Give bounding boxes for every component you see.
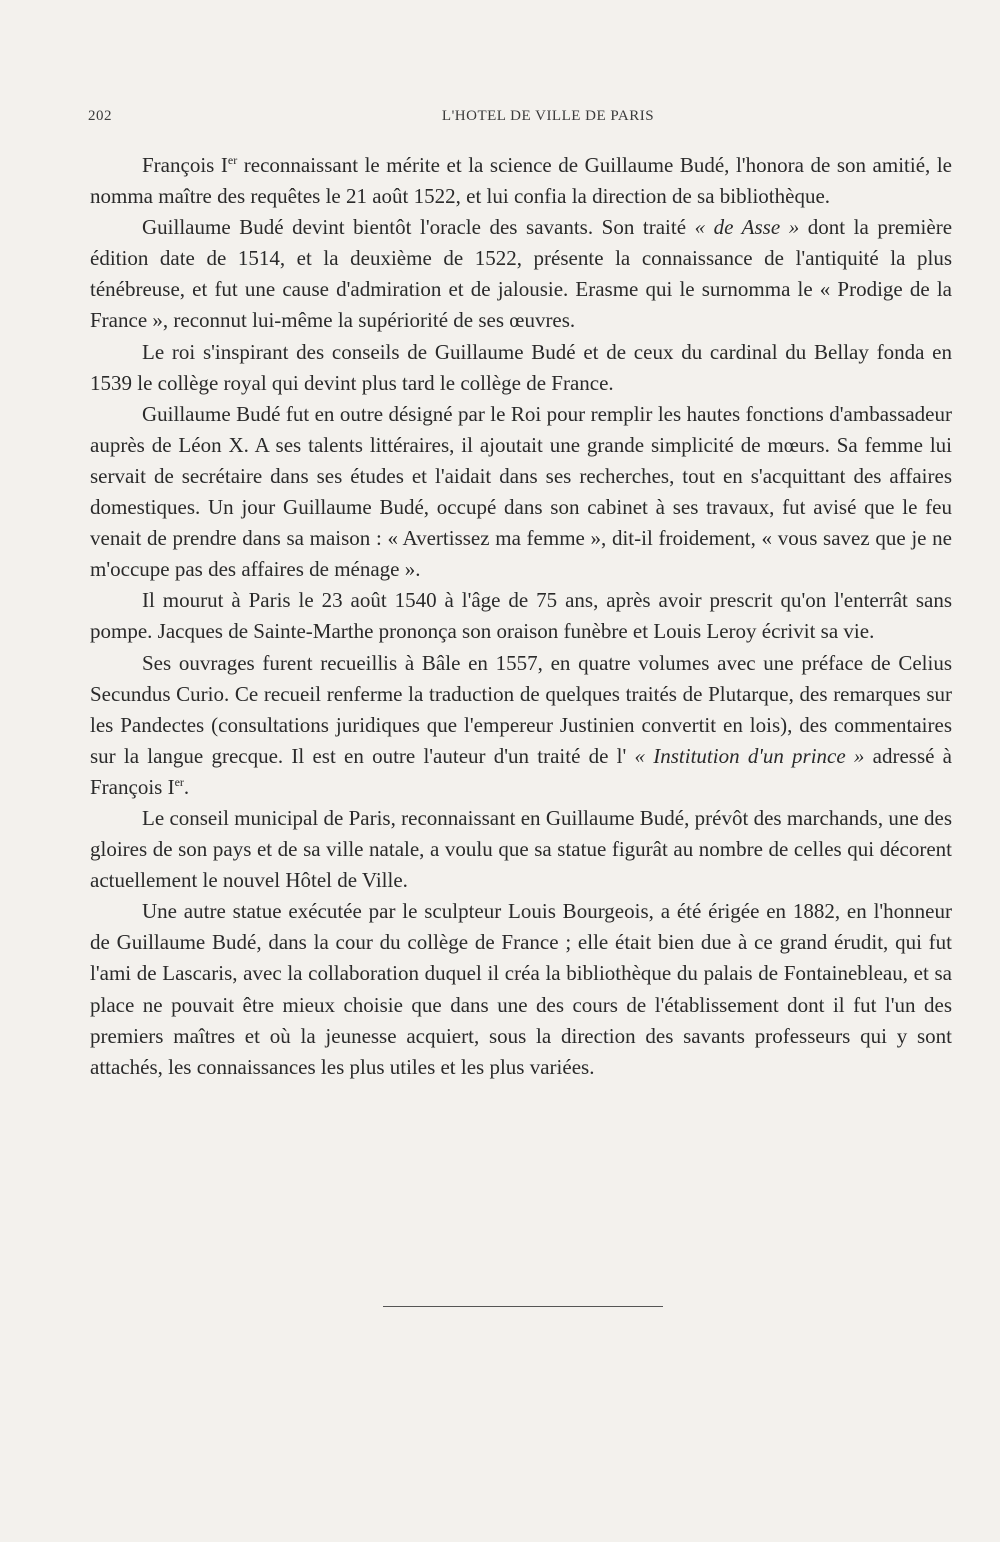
book-title-italic: « Institution d'un prince » bbox=[634, 743, 865, 768]
book-title-italic: « de Asse » bbox=[694, 215, 800, 240]
page-body bbox=[90, 150, 952, 1083]
running-title: L'HOTEL DE VILLE DE PARIS bbox=[441, 108, 655, 124]
page-header bbox=[88, 108, 958, 132]
paragraph: Le conseil municipal de Paris, reconnaissant en Guillaume Budé, prévôt des marchands, une des gloires de son pays et de sa ville natale, a voulu que sa statue figurât au nombre de celles qui décorent actuellement le nouvel Hôtel de Ville. bbox=[90, 805, 952, 893]
paragraph: Guillaume Budé devint bientôt l'oracle des savants. Son traité « de Asse » dont la première édition date de 1514, et la deuxième de 1522, présente la connaissance de l'antiquité la plus ténébreuse, et fut une cause d'admiration et de jalousie. Erasme qui le surnomma le « Prodige de la France », reconnut lui-même la supériorité de ses œuvres. bbox=[90, 215, 953, 333]
paragraph: Il mourut à Paris le 23 août 1540 à l'âge de 75 ans, après avoir prescrit qu'on l'enterrât sans pompe. Jacques de Sainte-Marthe prononça son oraison funèbre et Louis Leroy écrivit sa vie. bbox=[90, 588, 952, 644]
paragraph: Guillaume Budé fut en outre désigné par le Roi pour remplir les hautes fonctions d'ambassadeur auprès de Léon X. A ses talents littéraires, il ajoutait une grande simplicité de mœurs. Sa femme lui servait de secrétaire dans ses études et l'aidait dans ses recherches, tout en s'acquittant des affaires domestiques. Un jour Guillaume Budé, occupé dans son cabinet à ses travaux, fut avisé que le feu venait de prendre dans sa maison : « Avertissez ma femme », dit-il froidement, « vous savez que je ne m'occupe pas des affaires de ménage ». bbox=[90, 401, 952, 582]
paragraph: Une autre statue exécutée par le sculpteur Louis Bourgeois, a été érigée en 1882, en l'honneur de Guillaume Budé, dans la cour du collège de France ; elle était bien due à ce grand érudit, qui fut l'ami de Lascaris, avec la collaboration duquel il créa la bibliothèque du palais de Fontainebleau, et sa place ne pouvait être mieux choisie que dans une des cours de l'établissement dont il fut l'un des premiers maîtres et où la jeunesse acquiert, sous la direction des savants professeurs qui y sont attachés, les connaissances les plus utiles et les plus variées. bbox=[90, 899, 952, 1079]
closing-rule bbox=[383, 1306, 663, 1307]
paragraph: Le roi s'inspirant des conseils de Guillaume Budé et de ceux du cardinal du Bellay fonda en 1539 le collège royal qui devint plus tard le collège de France. bbox=[90, 339, 952, 395]
paragraph: Ses ouvrages furent recueillis à Bâle en 1557, en quatre volumes avec une préface de Celius Secundus Curio. Ce recueil renferme la traduction de quelques traités de Plutarque, des remarques sur les Pandectes (consultations juridiques que l'empereur Justinien convertit en lois), des commentaires sur la langue grecque. Il est en outre l'auteur d'un traité de l' « Institution d'un prince » adressé à François Ier. bbox=[90, 650, 952, 799]
page-number: 202 bbox=[88, 108, 112, 124]
paragraph: François Ier reconnaissant le mérite et la science de Guillaume Budé, l'honora de son amitié, le nomma maître des requêtes le 21 août 1522, et lui confia la direction de sa bibliothèque. bbox=[90, 153, 952, 209]
